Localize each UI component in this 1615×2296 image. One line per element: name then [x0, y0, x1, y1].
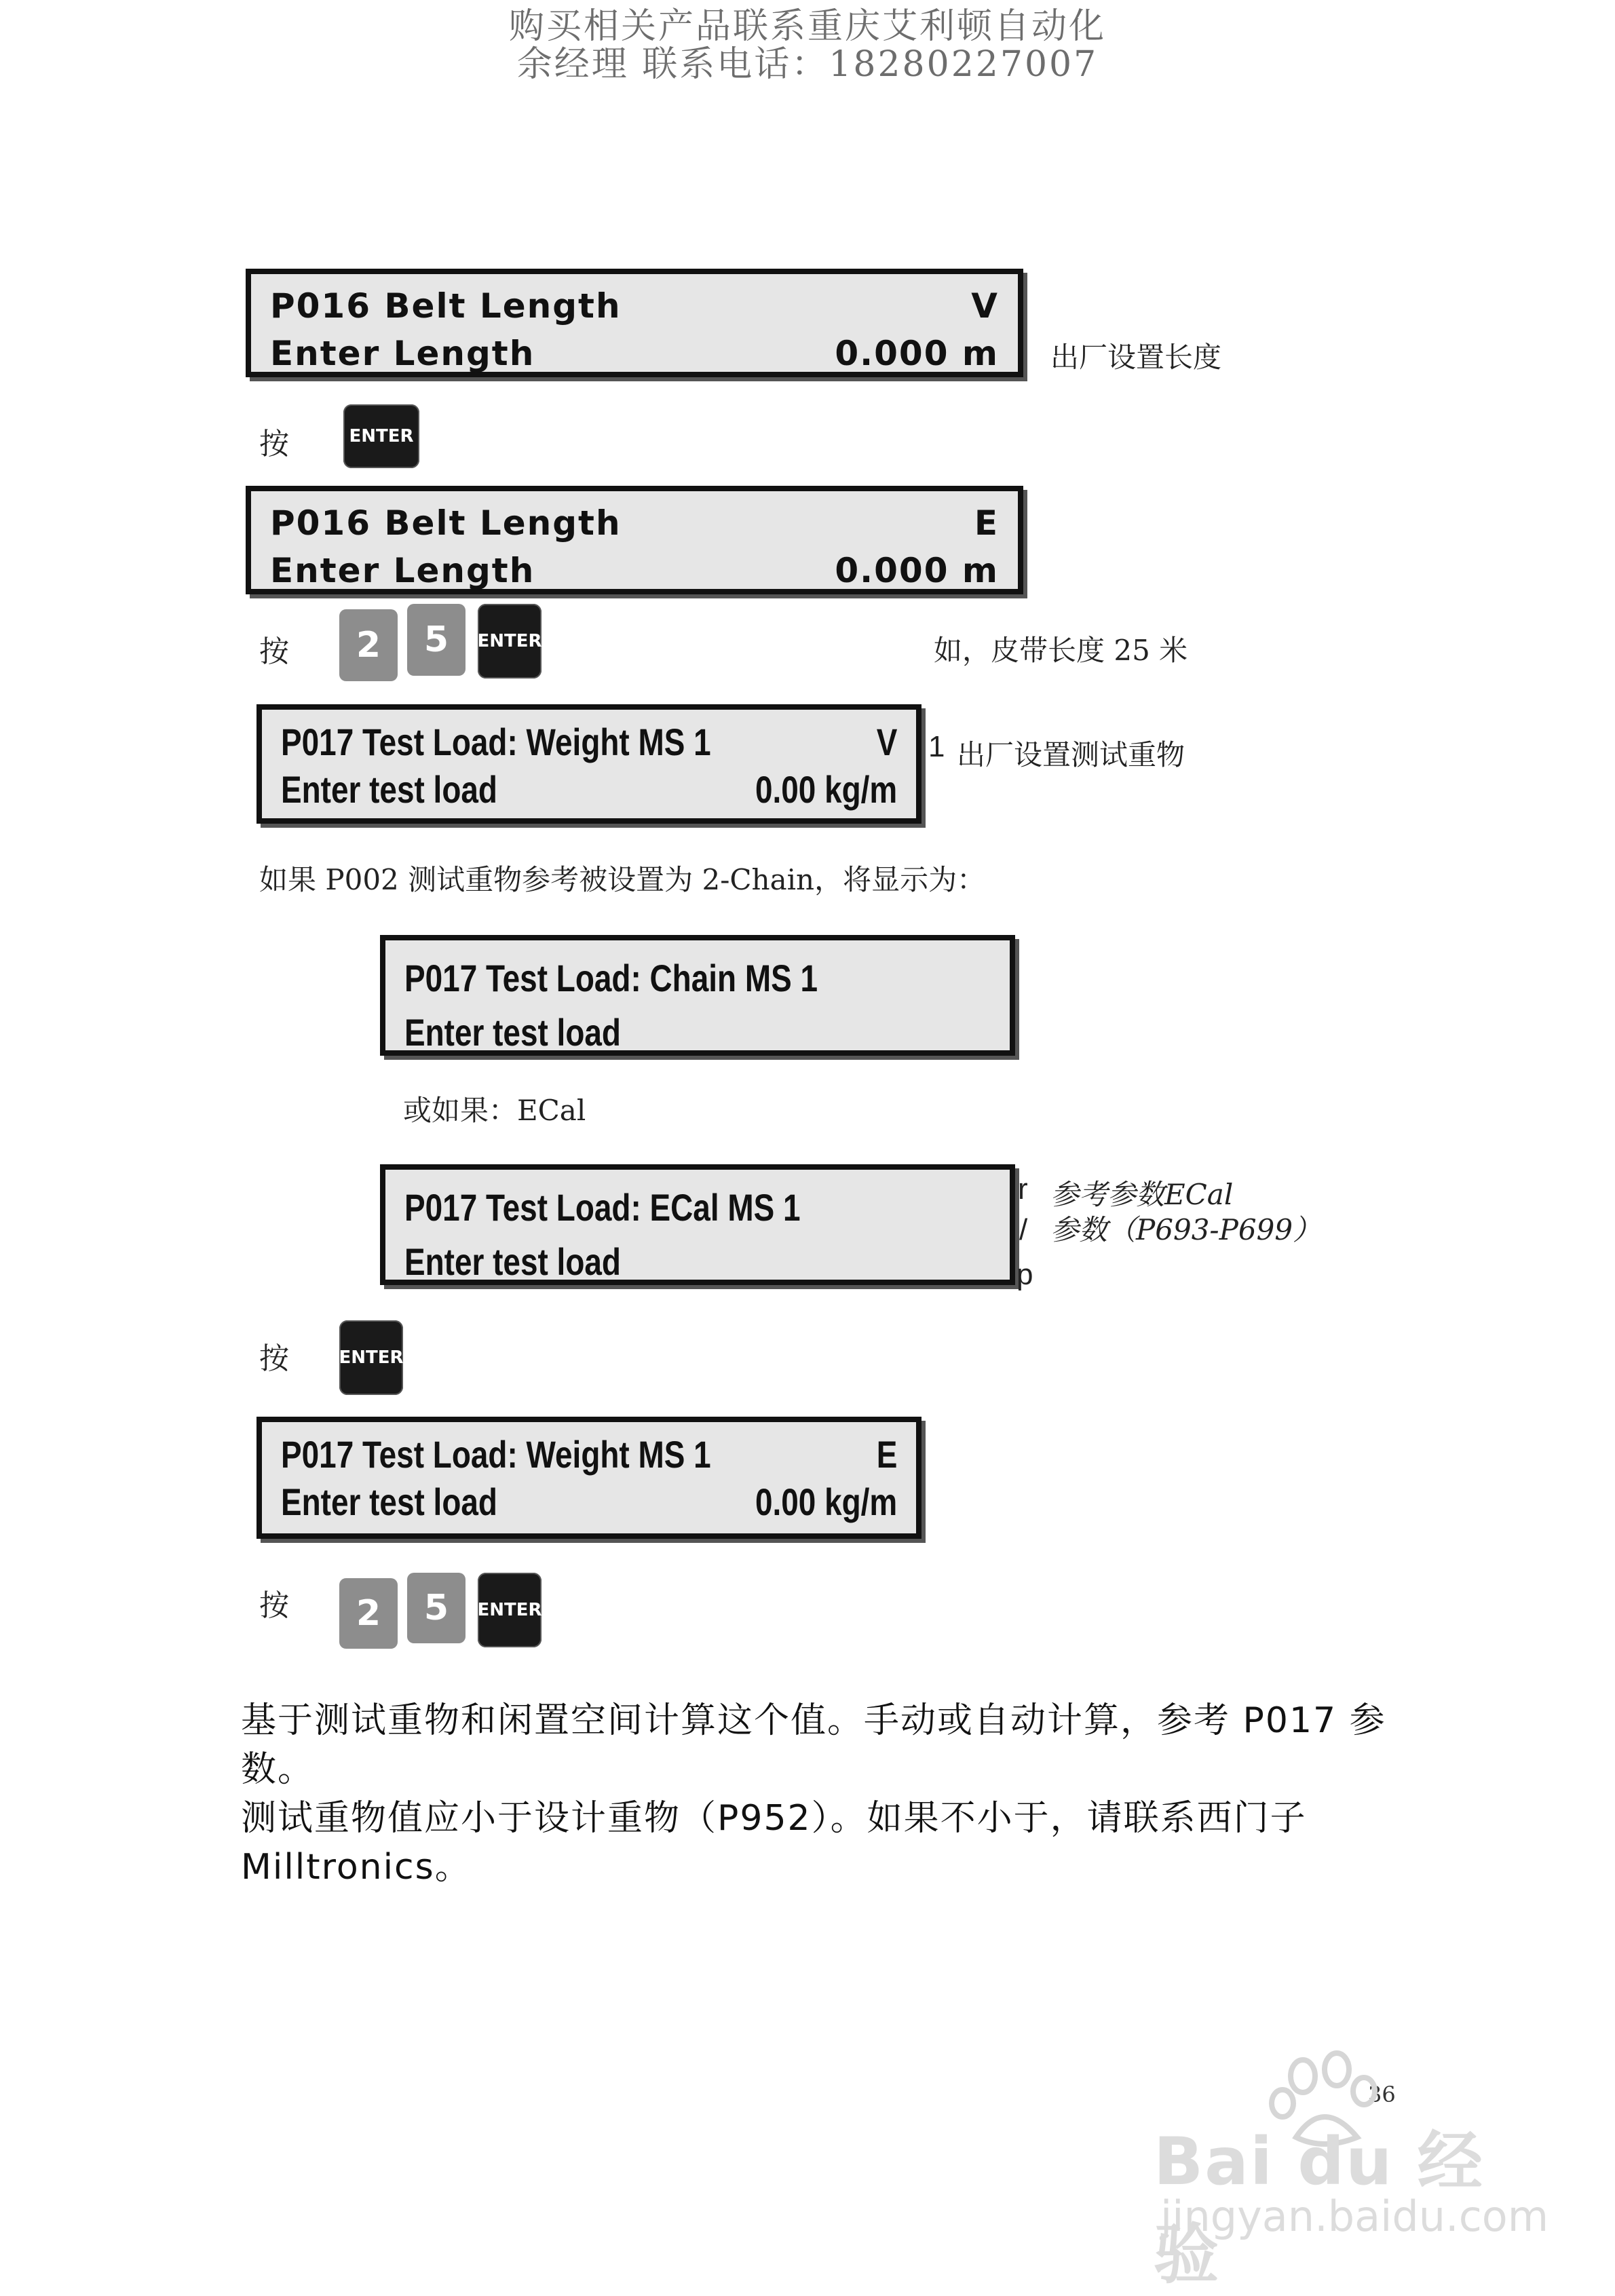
key-2: 2: [339, 1578, 398, 1649]
display-label: Enter test load: [404, 1010, 621, 1054]
header-line-1: 购买相关产品联系重庆艾利顿自动化: [508, 6, 1106, 47]
enter-key: ENTER: [343, 404, 419, 468]
display-label: Enter Length: [270, 334, 535, 373]
watermark-url: jingyan.baidu.com: [1160, 2192, 1549, 2241]
enter-key: ENTER: [478, 604, 542, 678]
note-belt-example: 如，皮带长度 25 米: [934, 634, 1188, 667]
display-value: 0.00 kg/m: [755, 767, 897, 811]
display-title: P017 Test Load: Weight MS 1: [281, 720, 711, 763]
note-chain-condition: 如果 P002 测试重物参考被设置为 2-Chain，将显示为：: [259, 863, 986, 896]
display-title: P017 Test Load: Chain MS 1: [404, 956, 818, 999]
lcd-display-test-load-chain: [380, 935, 1015, 1056]
display-value: 0.000 m: [835, 551, 999, 590]
paragraph-design-load: 测试重物值应小于设计重物（P952）。如果不小于，请联系西门子 Milltronics。: [241, 1798, 1307, 1888]
key-2: 2: [339, 609, 398, 681]
display-flag: E: [974, 503, 999, 543]
display-value: 0.000 m: [835, 334, 999, 373]
display-flag: V: [971, 286, 999, 326]
lcd-display-test-load-ecal: [380, 1164, 1015, 1285]
lcd-display-belt-length-edit: [246, 486, 1023, 594]
display-label: Enter Length: [270, 551, 535, 590]
press-label: 按: [259, 634, 289, 669]
note-factory-length: 出厂设置长度: [1050, 341, 1222, 374]
header-line-2: 余经理 联系电话：18280227007: [516, 44, 1099, 85]
note-ecal-condition: 或如果：ECal: [403, 1094, 586, 1127]
press-label: 按: [259, 427, 289, 461]
display-label: Enter test load: [281, 1480, 497, 1523]
display-value: 0.00 kg/m: [755, 1480, 897, 1523]
text-fragment: p: [1016, 1258, 1033, 1291]
lcd-display-test-load-weight-view: [256, 704, 922, 824]
enter-key: ENTER: [478, 1573, 542, 1647]
note-ecal-reference-1: 参考参数ECal: [1050, 1178, 1234, 1211]
press-label: 按: [259, 1341, 289, 1376]
display-label: Enter test load: [404, 1240, 621, 1283]
text-fragment: r: [1018, 1172, 1028, 1206]
lcd-display-test-load-weight-edit: [256, 1417, 922, 1539]
display-flag: V: [876, 720, 897, 763]
display-label: Enter test load: [281, 767, 497, 811]
display-title: P016 Belt Length: [270, 286, 622, 326]
text-fragment: 1: [928, 730, 945, 763]
press-label: 按: [259, 1588, 289, 1623]
enter-key: ENTER: [339, 1320, 403, 1395]
display-title: P017 Test Load: Weight MS 1: [281, 1432, 711, 1476]
page-number: 36: [1368, 2082, 1396, 2107]
watermark-brand: Bai du 经验: [1154, 2124, 1484, 2293]
note-ecal-reference-2: 参数（P693-P699）: [1050, 1213, 1322, 1246]
paragraph-calculation: 基于测试重物和闲置空间计算这个值。手动或自动计算，参考 P017 参数。: [241, 1700, 1386, 1790]
key-5: 5: [407, 604, 466, 676]
baidu-watermark: [1154, 2049, 1549, 2293]
text-fragment: /: [1019, 1213, 1028, 1246]
display-flag: E: [876, 1432, 897, 1476]
display-title: P016 Belt Length: [270, 503, 622, 543]
note-factory-test-load: 出厂设置测试重物: [957, 738, 1185, 771]
key-5: 5: [407, 1573, 466, 1643]
lcd-display-belt-length-view: [246, 269, 1023, 377]
display-title: P017 Test Load: ECal MS 1: [404, 1185, 801, 1229]
